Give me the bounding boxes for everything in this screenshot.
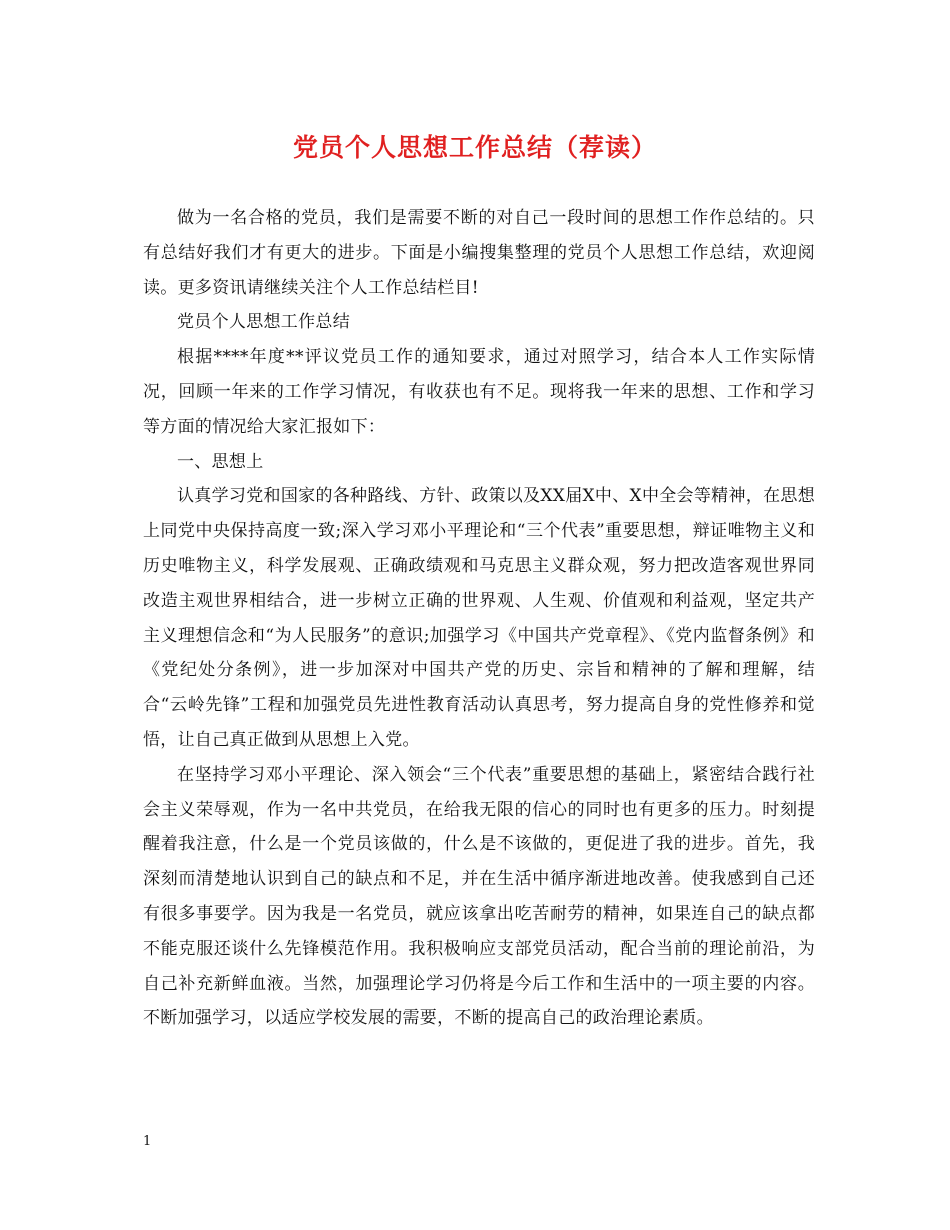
paragraph-intro: 做为一名合格的党员，我们是需要不断的对自己一段时间的思想工作作总结的。只有总结好我们才有更大的进步。下面是小编搜集整理的党员个人思想工作总结，欢迎阅读。更多资讯请继续关注个人工作总结栏目! [143,208,815,298]
paragraph-subtitle: 党员个人思想工作总结 [177,312,350,333]
document-body [143,201,815,1036]
paragraph-thought-practice: 在坚持学习邓小平理论、深入领会“三个代表”重要思想的基础上，紧密结合践行社会主义荣辱观，作为一名中共党员，在给我无限的信心的同时也有更多的压力。时刻提醒着我注意，什么是一个党员该做的，什么是不该做的，更促进了我的进步。首先，我深刻而清楚地认识到自己的缺点和不足，并在生活中循序渐进地改善。使我感到自己还有很多事要学。因为我是一名党员，就应该拿出吃苦耐劳的精神，如果连自己的缺点都不能克服还谈什么先锋模范作用。我积极响应支部党员活动，配合当前的理论前沿，为自己补充新鲜血液。当然，加强理论学习仍将是今后工作和生活中的一项主要的内容。不断加强学习，以适应学校发展的需要，不断的提高自己的政治理论素质。 [143,764,815,1029]
paragraph-overview: 根据****年度**评议党员工作的通知要求，通过对照学习，结合本人工作实际情况，回顾一年来的工作学习情况，有收获也有不足。现将我一年来的思想、工作和学习等方面的情况给大家汇报如下： [143,347,815,437]
page-number: 1 [143,1134,152,1149]
document-title: 党员个人思想工作总结（荐读） [292,133,657,162]
section-heading-thought: 一、思想上 [177,451,264,472]
paragraph-thought-study: 认真学习党和国家的各种路线、方针、政策以及XX届X中、X中全会等精神，在思想上同党中央保持高度一致;深入学习邓小平理论和“三个代表”重要思想，辩证唯物主义和历史唯物主义，科学发展观、正确政绩观和马克思主义群众观，努力把改造客观世界同改造主观世界相结合，进一步树立正确的世界观、人生观、价值观和利益观，坚定共产主义理想信念和“为人民服务”的意识;加强学习《中国共产党章程》、《党内监督条例》和《党纪处分条例》，进一步加深对中国共产党的历史、宗旨和精神的了解和理解，结合“云岭先锋”工程和加强党员先进性教育活动认真思考，努力提高自身的党性修养和觉悟，让自己真正做到从思想上入党。 [143,486,815,750]
